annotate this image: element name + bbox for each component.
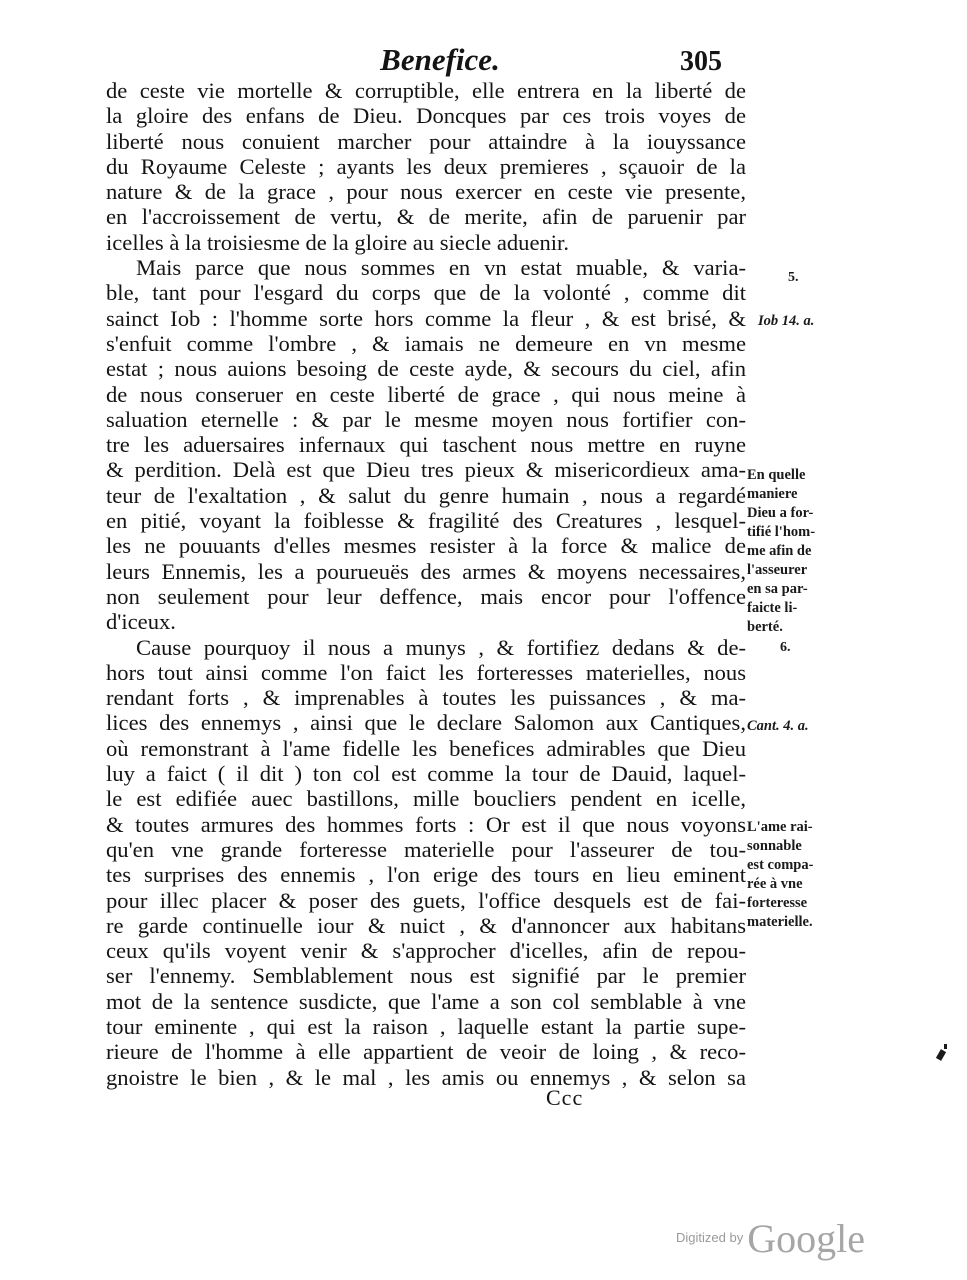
margin-note-line: est compa- [747, 857, 814, 873]
text-line: mot de la sentence susdicte, que l'ame a son col semblable à vne [106, 988, 746, 1014]
text-line: non seulement pour leur deffence, mais encor pour l'offence [106, 583, 746, 609]
watermark-prefix: Digitized by [676, 1230, 744, 1245]
text-line: le est edifiée auec bastillons, mille boucliers pendent en icelle, [106, 786, 746, 812]
margin-note-line: En quelle [747, 467, 806, 483]
text-line: teur de l'exaltation , & salut du genre humain , nous a regardé [106, 482, 746, 508]
text-line: ble, tant pour l'esgard du corps que de la volonté , comme dit [106, 280, 746, 306]
text-line: de ceste vie mortelle & corruptible, elle entrera en la liberté de [106, 78, 746, 103]
margin-note-line: en sa par- [747, 581, 808, 597]
text-line: rendant forts , & imprenables à toutes les puissances , & ma- [106, 685, 746, 711]
text-line: Mais parce que nous sommes en vn estat muable, & varia- [136, 255, 746, 281]
text-line: qu'en vne grande forteresse materielle pour l'asseurer de tou- [106, 836, 746, 862]
text-line: s'enfuit comme l'ombre , & iamais ne demeure en vn mesme [106, 330, 746, 356]
text-line: luy a faict ( il dit ) ton col est comme la tour de Dauid, laquel- [106, 761, 746, 787]
text-line: de nous conseruer en ceste liberté de grace , qui nous meine à [106, 381, 746, 407]
text-line: la gloire des enfans de Dieu. Doncques par ces trois voyes de [106, 103, 746, 129]
text-line: en pitié, voyant la foiblesse & fragilité des Creatures , lesquel- [106, 508, 746, 534]
margin-note-line: rée à vne [747, 876, 803, 892]
margin-note-line: materielle. [747, 914, 813, 930]
body-text [106, 78, 746, 1090]
text-line: en l'accroissement de vertu, & de merite, afin de paruenir par [106, 204, 746, 230]
margin-note-line: Dieu a for- [747, 505, 814, 521]
text-line: tes surprises des ennemis , l'on erige des tours en lieu eminent [106, 862, 746, 888]
text-line: & perdition. Delà est que Dieu tres pieux & misericordieux ama- [106, 457, 746, 483]
margin-note-line: tifié l'hom- [747, 524, 816, 540]
margin-citation-job: Iob 14. a. [758, 313, 815, 329]
text-line: ser l'ennemy. Semblablement nous est signifié par le premier [106, 963, 746, 989]
running-head: Benefice. [380, 42, 500, 77]
text-line: nature & de la grace , pour nous exercer en ceste vie presente, [106, 179, 746, 205]
text-line: tour eminente , qui est la raison , laquelle estant la partie supe- [106, 1013, 746, 1039]
text-line: & toutes armures des hommes forts : Or est il que nous voyons [106, 811, 746, 837]
text-line: rieure de l'homme à elle appartient de veoir de loing , & reco- [106, 1039, 746, 1065]
text-line: les ne pouuants d'elles mesmes resister à la force & malice de [106, 533, 746, 559]
text-line: Cause pourquoy il nous a munys , & fortifiez dedans & de- [136, 634, 746, 660]
google-logo: Google [747, 1216, 865, 1261]
text-line: saluation eternelle : & par le mesme moyen nous fortifier con- [106, 406, 746, 432]
margin-note-line: berté. [747, 619, 783, 635]
margin-citation-canticles: Cant. 4. a. [747, 718, 809, 734]
margin-section-number-5: 5. [788, 270, 799, 285]
text-line: gnoistre le bien , & le mal , les amis ou ennemys , & selon sa [106, 1064, 746, 1090]
page-number: 305 [680, 46, 722, 77]
ink-speck [944, 1044, 947, 1049]
text-line: sainct Iob : l'homme sorte hors comme la fleur , & est brisé, & [106, 305, 746, 331]
text-line: liberté nous conuient marcher pour attaindre à la iouyssance [106, 128, 746, 154]
text-line: estat ; nous auions besoing de ceste ayde, & secours du ciel, afin [106, 356, 746, 382]
digitized-by-google-watermark [676, 1215, 865, 1263]
text-line: re garde continuelle iour & nuict , & d'annoncer aux habitans [106, 912, 746, 938]
signature-mark: Ccc [546, 1085, 584, 1110]
text-line: où remonstrant à l'ame fidelle les benefices admirables que Dieu [106, 735, 746, 761]
margin-note-rational-soul [747, 818, 813, 932]
margin-note-line: me afin de [747, 543, 812, 559]
text-line: leurs Ennemis, les a pourueuës des armes & moyens necessaires, [106, 558, 746, 584]
text-line: lices des ennemys , ainsi que le declare Salomon aux Cantiques, [106, 710, 746, 736]
margin-note-line: sonnable [747, 838, 802, 854]
margin-note-line: maniere [747, 486, 798, 502]
text-line: tre les aduersaires infernaux qui taschent nous mettre en ruyne [106, 432, 746, 458]
ink-speck [936, 1049, 946, 1061]
text-line: d'iceux. [106, 609, 176, 635]
text-line: ceux qu'ils voyent venir & s'approcher d'icelles, afin de repou- [106, 938, 746, 964]
margin-section-number-6: 6. [780, 640, 791, 655]
text-line: pour illec placer & poser des guets, l'office desquels est de fai- [106, 887, 746, 913]
margin-note-line: L'ame rai- [747, 819, 813, 835]
margin-note-how-god-fortified [747, 466, 815, 637]
margin-note-line: l'asseurer [747, 562, 808, 578]
margin-note-line: faicte li- [747, 600, 798, 616]
text-line: hors tout ainsi comme l'on faict les forteresses materielles, nous [106, 659, 746, 685]
margin-note-line: forteresse [747, 895, 808, 911]
text-line: du Royaume Celeste ; ayants les deux premieres , sçauoir de la [106, 153, 746, 179]
text-line: icelles à la troisiesme de la gloire au siecle aduenir. [106, 229, 569, 255]
